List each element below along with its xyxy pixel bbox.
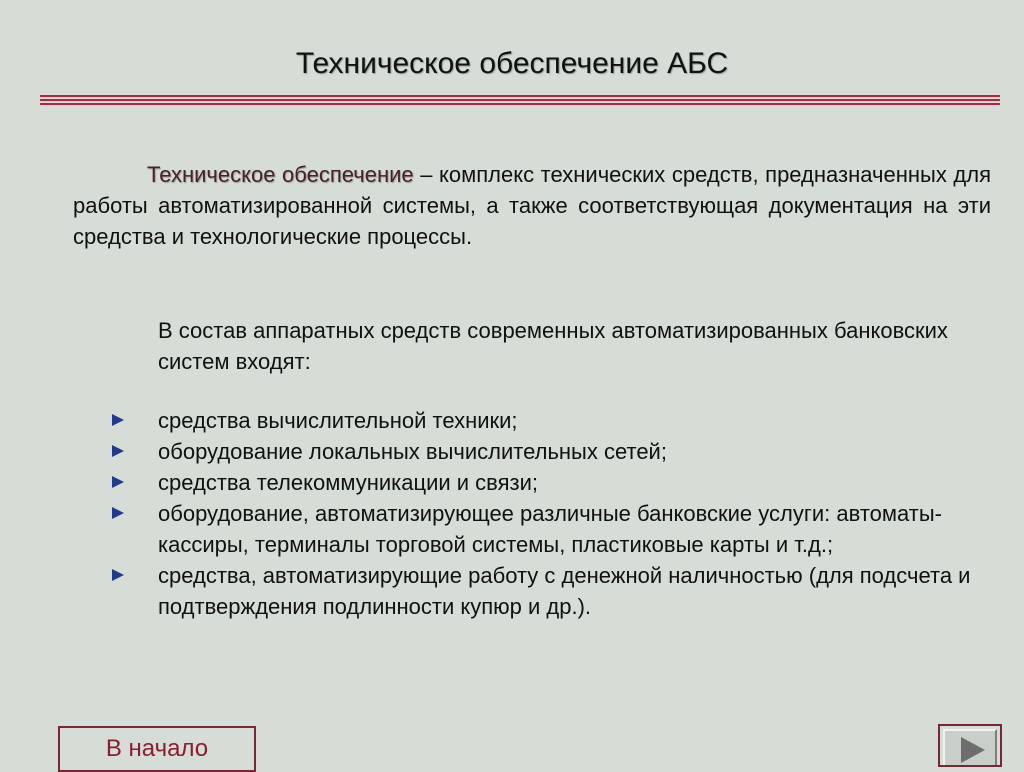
title-divider [40, 103, 1000, 105]
bullet-list [108, 405, 988, 622]
list-item-text: средства телекоммуникации и связи; [158, 470, 539, 495]
bullet-arrow-icon [112, 507, 124, 519]
next-slide-button[interactable] [938, 724, 1002, 767]
list-item [108, 498, 988, 560]
definition-paragraph [73, 159, 991, 252]
definition-text: – комплекс технических средств, предназначенных для работы автоматизированной системы, а также соответствующая документация на эти средства и технологические процессы. [73, 162, 991, 249]
definition-term: Техническое обеспечение [147, 162, 414, 187]
bullet-arrow-icon [112, 569, 124, 581]
title-divider [40, 99, 1000, 101]
bullet-arrow-icon [112, 414, 124, 426]
list-item-text: средства, автоматизирующие работу с денежной наличностью (для подсчета и подтверждения подлинности купюр и др.). [158, 563, 971, 619]
bullet-arrow-icon [112, 445, 124, 457]
bullet-arrow-icon [112, 476, 124, 488]
list-item-text: средства вычислительной техники; [158, 408, 518, 433]
list-item [108, 467, 988, 498]
intro-paragraph: В состав аппаратных средств современных автоматизированных банковских систем входят: [158, 318, 948, 374]
list-item [108, 405, 988, 436]
list-item-text: оборудование, автоматизирующее различные банковские услуги: автоматы-кассиры, терминалы торговой системы, пластиковые карты и т.д.; [158, 501, 942, 557]
next-button-face [943, 729, 997, 765]
list-item [108, 560, 988, 622]
play-triangle-icon [961, 737, 985, 763]
slide-title: Техническое обеспечение АБС [295, 47, 729, 80]
list-item-text: оборудование локальных вычислительных сетей; [158, 439, 667, 464]
title-divider [40, 95, 1000, 97]
home-button[interactable]: В начало [58, 726, 256, 772]
list-item [108, 436, 988, 467]
